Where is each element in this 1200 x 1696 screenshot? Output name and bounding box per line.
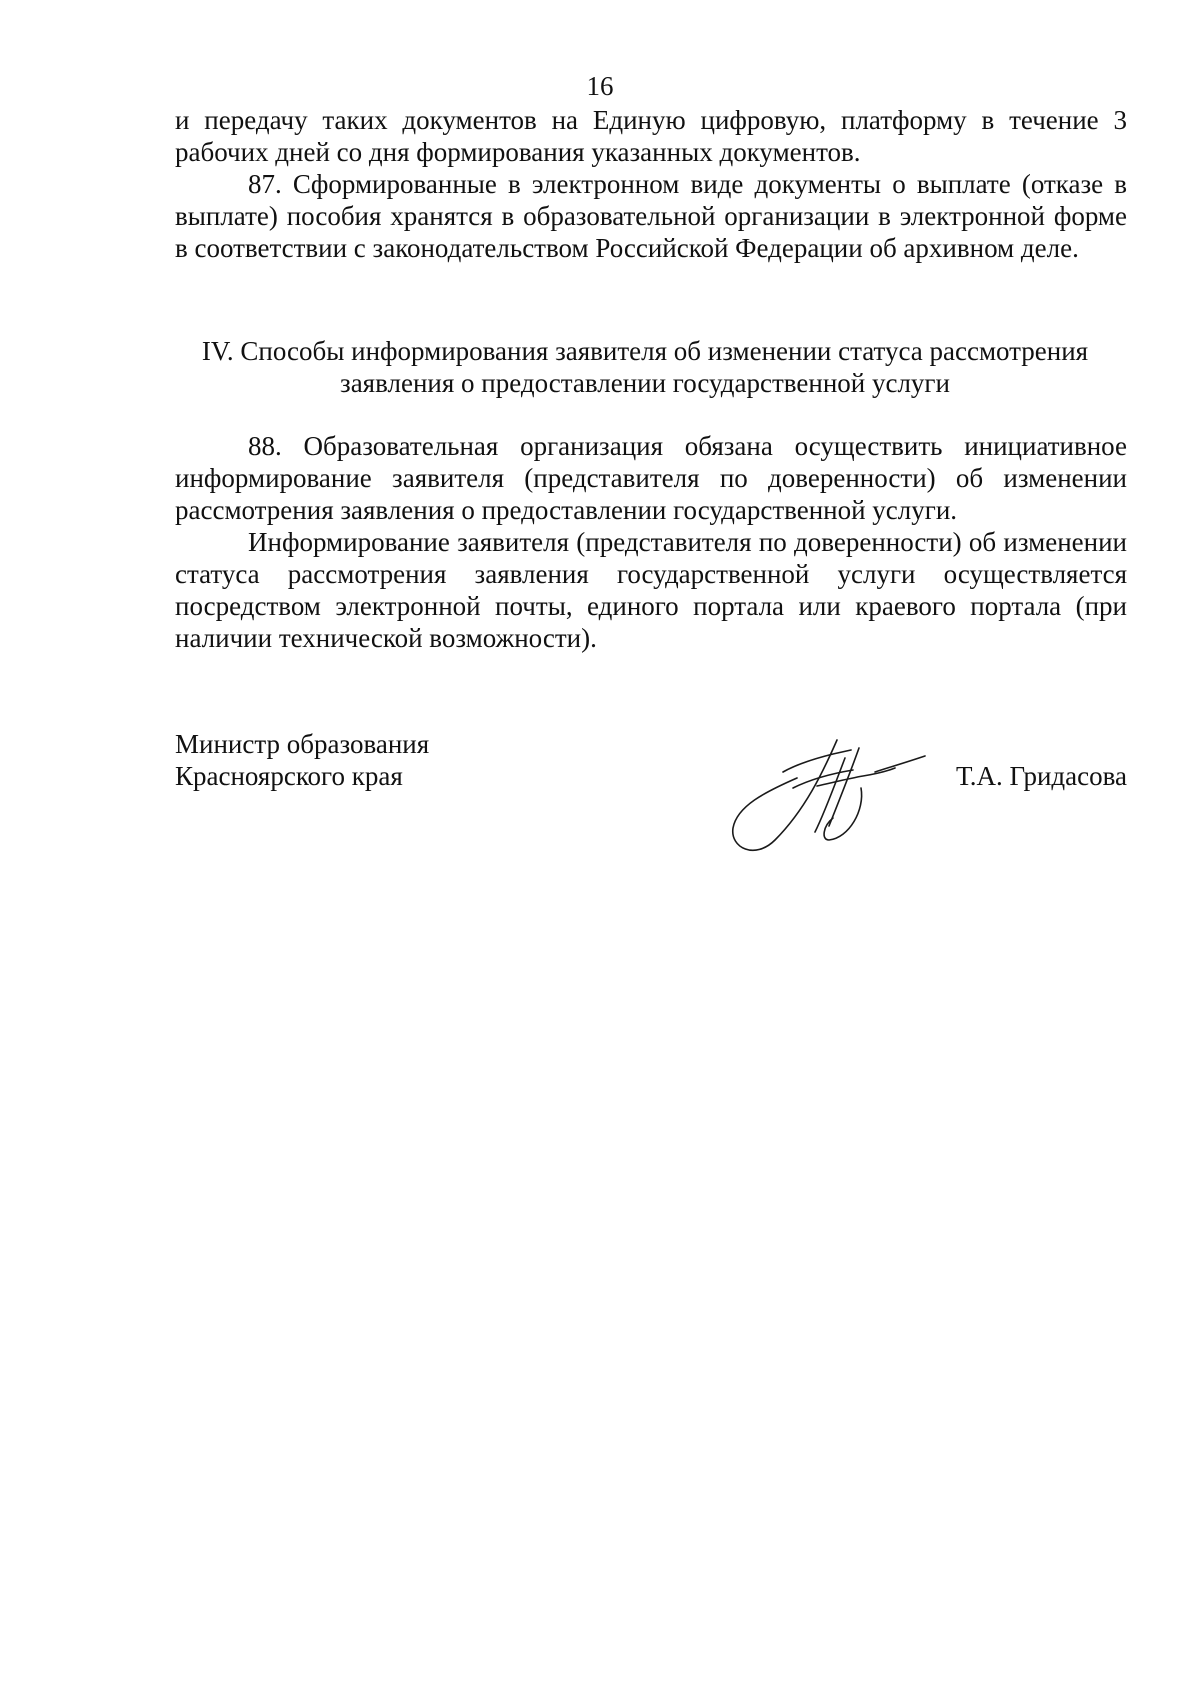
signatory-position — [175, 728, 429, 792]
section-heading — [150, 335, 1140, 399]
paragraphs-after-heading — [175, 430, 1127, 654]
paragraph-87: 87. Сформированные в электронном виде документы о выплате (отказе в выплате) пособия хранятся в образовательной организации в электронной форме в соответствии с законодательством Российской Федерации об архивном деле. — [175, 169, 1127, 263]
paragraphs-before-heading — [175, 104, 1127, 264]
signatory-position-line-2: Красноярского края — [175, 761, 403, 791]
handwritten-signature-icon — [725, 728, 935, 858]
signatory-position-line-1: Министр образования — [175, 729, 430, 759]
section-heading-line-1: IV. Способы информирования заявителя об изменении статуса рассмотрения — [201, 336, 1089, 366]
signer-name: Т.А. Гридасова — [956, 761, 1127, 791]
paragraph-informing: Информирование заявителя (представителя по доверенности) об изменении статуса рассмотрения заявления государственной услуги осуществляется посредством электронной почты, единого портала или краевого портала (при наличии технической возможности). — [175, 527, 1127, 653]
section-heading-line-2: заявления о предоставлении государственной услуги — [340, 368, 950, 398]
paragraph-88: 88. Образовательная организация обязана осуществить инициативное информирование заявителя (представителя по доверенности) об изменении рассмотрения заявления о предоставлении государственной услуги. — [175, 431, 1127, 525]
paragraph-continuation: и передачу таких документов на Единую цифровую, платформу в течение 3 рабочих дней со дня формирования указанных документов. — [175, 105, 1127, 167]
page-number: 16 — [586, 71, 614, 101]
